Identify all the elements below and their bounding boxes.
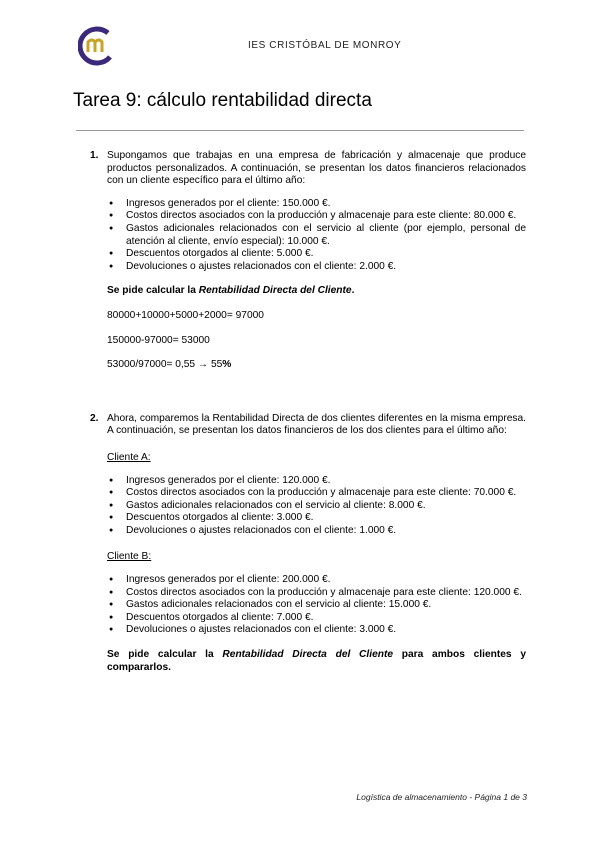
request-emphasis: Rentabilidad Directa del Cliente bbox=[198, 285, 352, 297]
q1-data-list bbox=[90, 198, 526, 274]
list-item: ● Gastos adicionales relacionados con el servicio al cliente (por ejemplo, personal de atención al cliente, envío especial): 10.000 €. bbox=[126, 223, 526, 248]
school-logo-icon bbox=[78, 26, 116, 66]
q2-request bbox=[107, 649, 526, 674]
list-item: ● Devoluciones o ajustes relacionados con el cliente: 2.000 €. bbox=[126, 261, 526, 274]
list-item: ● Ingresos generados por el cliente: 200.000 €. bbox=[126, 574, 526, 587]
page-title: Tarea 9: cálculo rentabilidad directa bbox=[73, 90, 372, 111]
request-suffix: para ambos clientes y compararlos. bbox=[107, 649, 526, 673]
list-item: ● Descuentos otorgados al cliente: 3.000 €. bbox=[126, 512, 526, 525]
request-prefix: Se pide calcular la bbox=[107, 649, 223, 661]
list-item: ● Descuentos otorgados al cliente: 7.000 €. bbox=[126, 612, 526, 625]
q1-request bbox=[107, 285, 526, 298]
title-divider bbox=[76, 130, 524, 131]
client-a-heading: Cliente A: bbox=[107, 451, 151, 463]
list-item: ● Devoluciones o ajustes relacionados con el cliente: 1.000 €. bbox=[126, 525, 526, 538]
question-text: Ahora, comparemos la Rentabilidad Directa de dos clientes diferentes en la misma empresa. A continuación, se presentan los datos financieros de los dos clientes para el último año: bbox=[107, 412, 526, 437]
request-suffix: . bbox=[351, 285, 355, 297]
question-1 bbox=[90, 150, 526, 188]
request-emphasis: Rentabilidad Directa del Cliente bbox=[222, 649, 394, 661]
school-name: IES CRISTÓBAL DE MONROY bbox=[248, 40, 402, 51]
list-item: ● Ingresos generados por el cliente: 150.000 €. bbox=[126, 198, 526, 211]
list-item: ● Gastos adicionales relacionados con el servicio al cliente: 15.000 €. bbox=[126, 599, 526, 612]
calculation-result bbox=[107, 359, 526, 372]
question-number: 1. bbox=[90, 150, 99, 161]
calculation-line: 80000+10000+5000+2000= 97000 bbox=[107, 309, 264, 321]
list-item: ● Gastos adicionales relacionados con el servicio al cliente: 8.000 €. bbox=[126, 500, 526, 513]
question-number: 2. bbox=[90, 412, 99, 424]
list-item: ● Descuentos otorgados al cliente: 5.000 €. bbox=[126, 248, 526, 261]
list-item: ● Costos directos asociados con la producción y almacenaje para este cliente: 70.000 €. bbox=[126, 487, 526, 500]
request-prefix: Se pide calcular la bbox=[107, 285, 199, 297]
result-text: 53000/97000= 0,55 → 55 bbox=[107, 359, 223, 371]
calculation-line: 150000-97000= 53000 bbox=[107, 334, 210, 346]
list-item: ● Ingresos generados por el cliente: 120.000 €. bbox=[126, 475, 526, 488]
list-item: ● Costos directos asociados con la producción y almacenaje para este cliente: 80.000 €. bbox=[126, 210, 526, 223]
client-b-heading: Cliente B: bbox=[107, 551, 152, 563]
document-body bbox=[90, 150, 526, 674]
school-logo bbox=[78, 26, 116, 66]
question-text: Supongamos que trabajas en una empresa de fabricación y almacenaje que produce productos personalizados. A continuación, se presentan los datos financieros relacionados con un cliente específico para el último año: bbox=[107, 150, 526, 187]
question-2 bbox=[90, 413, 526, 438]
page-footer: Logística de almacenamiento - Página 1 de 3 bbox=[356, 792, 527, 802]
client-a-list bbox=[90, 475, 526, 538]
client-b-list bbox=[90, 574, 526, 637]
result-percent: % bbox=[222, 359, 232, 371]
list-item: ● Devoluciones o ajustes relacionados con el cliente: 3.000 €. bbox=[126, 624, 526, 637]
list-item: ● Costos directos asociados con la producción y almacenaje para este cliente: 120.000 €. bbox=[126, 587, 526, 600]
